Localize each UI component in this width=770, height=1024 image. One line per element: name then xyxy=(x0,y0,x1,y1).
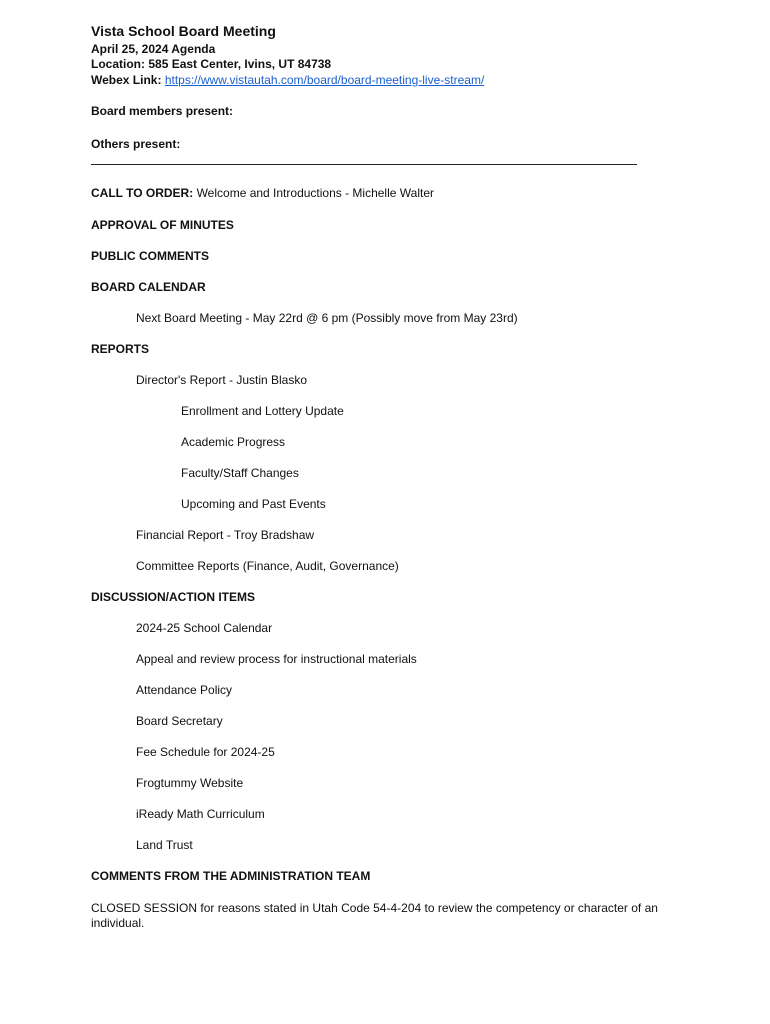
closed-session-paragraph: CLOSED SESSION for reasons stated in Utah Code 54-4-204 to review the competency or character of an individual. xyxy=(91,901,658,930)
approval-of-minutes-heading: APPROVAL OF MINUTES xyxy=(91,218,234,232)
discussion-item: Frogtummy Website xyxy=(136,776,244,790)
location-line xyxy=(91,57,331,71)
discussion-item: Appeal and review process for instructional materials xyxy=(136,652,417,666)
discussion-item: Board Secretary xyxy=(136,714,223,728)
divider-line xyxy=(91,164,637,165)
public-comments-heading: PUBLIC COMMENTS xyxy=(91,249,209,263)
board-calendar-heading: BOARD CALENDAR xyxy=(91,280,206,294)
discussion-item: Land Trust xyxy=(136,838,193,852)
next-board-meeting: Next Board Meeting - May 22rd @ 6 pm (Possibly move from May 23rd) xyxy=(136,311,518,325)
directors-report-item: Academic Progress xyxy=(181,435,286,449)
committee-reports: Committee Reports (Finance, Audit, Governance) xyxy=(136,559,399,573)
admin-comments-heading: COMMENTS FROM THE ADMINISTRATION TEAM xyxy=(91,869,371,883)
others-present: Others present: xyxy=(91,137,181,151)
directors-report-item: Enrollment and Lottery Update xyxy=(181,404,344,418)
discussion-item: Attendance Policy xyxy=(136,683,233,697)
call-to-order-text: Welcome and Introductions - Michelle Walter xyxy=(193,186,434,200)
discussion-action-heading: DISCUSSION/ACTION ITEMS xyxy=(91,590,256,604)
financial-report: Financial Report - Troy Bradshaw xyxy=(136,528,315,542)
document-title: Vista School Board Meeting xyxy=(91,23,276,39)
directors-report-item: Upcoming and Past Events xyxy=(181,497,326,511)
webex-label: Webex Link: xyxy=(91,73,162,87)
directors-report-item: Faculty/Staff Changes xyxy=(181,466,299,480)
webex-link[interactable]: https://www.vistautah.com/board/board-meeting-live-stream/ xyxy=(164,73,485,87)
discussion-item: 2024-25 School Calendar xyxy=(136,621,273,635)
discussion-item: iReady Math Curriculum xyxy=(136,807,265,821)
location-label: Location: xyxy=(91,57,145,71)
directors-report: Director's Report - Justin Blasko xyxy=(136,373,308,387)
webex-line xyxy=(91,73,484,87)
agenda-date: April 25, 2024 Agenda xyxy=(91,42,216,56)
reports-heading: REPORTS xyxy=(91,342,150,356)
discussion-item: Fee Schedule for 2024-25 xyxy=(136,745,275,759)
location-value: 585 East Center, Ivins, UT 84738 xyxy=(148,57,332,71)
board-members-present: Board members present: xyxy=(91,104,234,118)
call-to-order-label: CALL TO ORDER: xyxy=(91,186,194,200)
call-to-order xyxy=(91,186,434,200)
